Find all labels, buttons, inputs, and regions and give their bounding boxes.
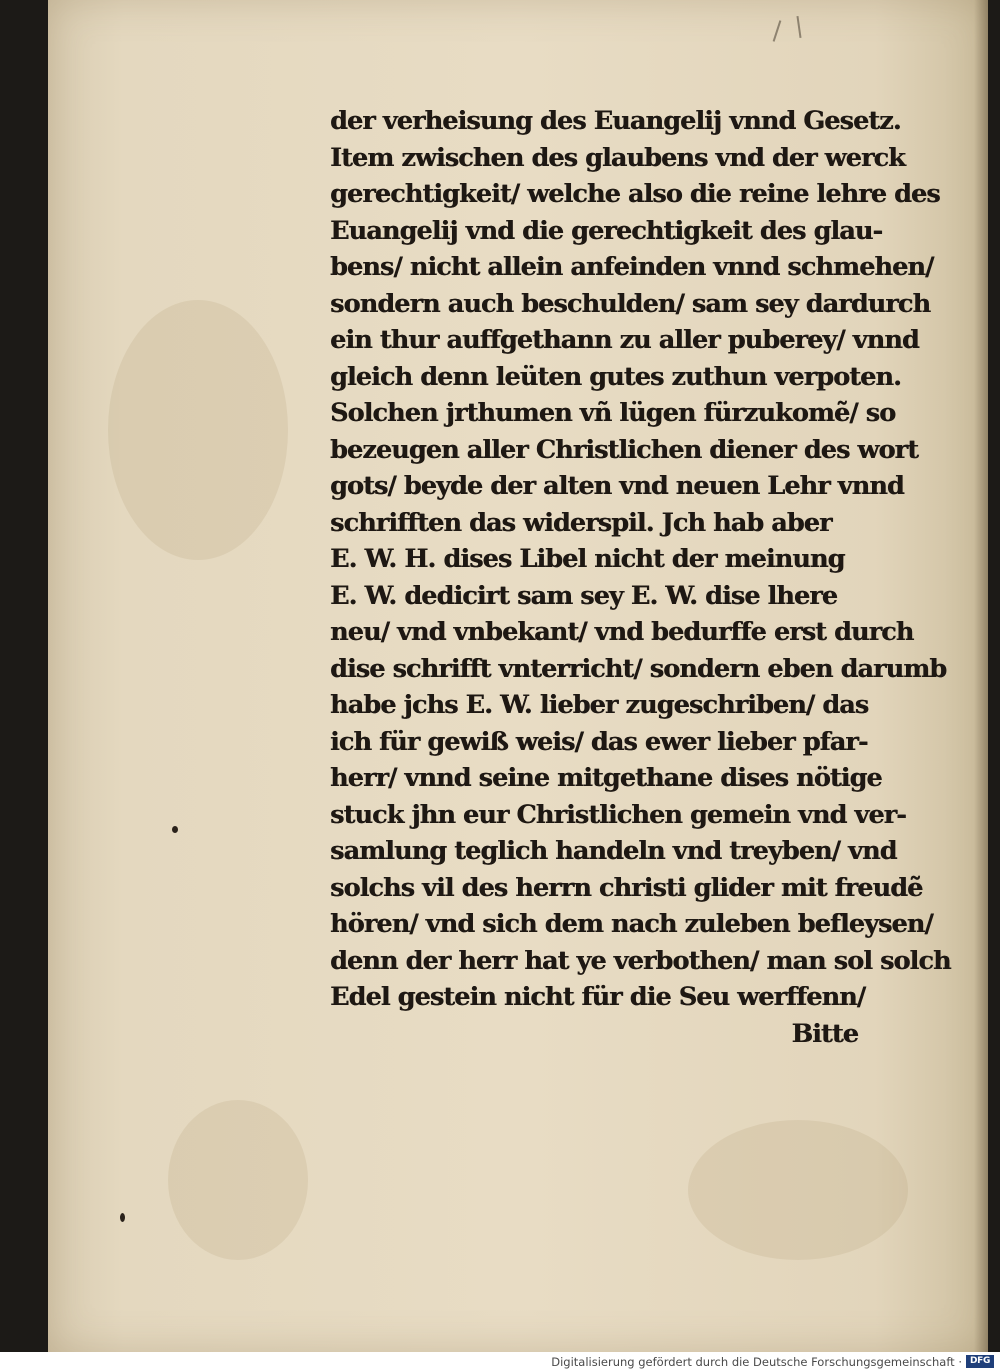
text-line: Item zwischen des glaubens vnd der werck [330, 142, 905, 173]
text-line: bezeugen aller Christlichen diener des wort [330, 434, 918, 465]
text-line: E. W. H. dises Libel nicht der meinung [330, 544, 845, 574]
text-line: schrifften das widerspil. Jch hab aber [330, 507, 832, 538]
ink-marks [768, 14, 828, 54]
text-line: sondern auch beschulden/ sam sey dardurch [330, 288, 931, 319]
text-line: denn der herr hat ye verbothen/ man sol solch [330, 945, 951, 976]
paper-stain [688, 1120, 908, 1260]
text-line: gleich denn leüten gutes zuthun verpoten. [330, 361, 901, 392]
catchword: Bitte [791, 1018, 858, 1049]
text-line: hören/ vnd sich dem nach zuleben befleysen/ [330, 909, 933, 939]
text-line: Edel gestein nicht für die Seu werffenn/ [330, 982, 866, 1012]
dfg-logo-icon: DFG [966, 1355, 994, 1368]
text-column [330, 103, 951, 1052]
text-line: gerechtigkeit/ welche also die reine lehre des [330, 179, 940, 209]
text-line: bens/ nicht allein anfeinden vnnd schmehen/ [330, 252, 934, 282]
text-line: habe jchs E. W. lieber zugeschriben/ das [330, 690, 869, 720]
text-line: gots/ beyde der alten vnd neuen Lehr vnnd [330, 471, 904, 501]
text-line: E. W. dedicirt sam sey E. W. dise lhere [330, 580, 838, 611]
text-line: herr/ vnnd seine mitgethane dises nötige [330, 763, 882, 793]
text-line: Euangelij vnd die gerechtigkeit des glau- [330, 215, 883, 246]
text-line: Solchen jrthumen vñ lügen fürzukomẽ/ so [330, 398, 896, 428]
text-line: ich für gewiß weis/ das ewer lieber pfar- [330, 726, 868, 757]
ink-speck [172, 826, 178, 833]
text-line: ein thur auffgethann zu aller puberey/ vnnd [330, 325, 919, 355]
paper-stain [108, 300, 288, 560]
text-line: der verheisung des Euangelij vnnd Gesetz. [330, 106, 901, 136]
text-line: solchs vil des herrn christi glider mit freudẽ [330, 872, 923, 903]
paper-stain [168, 1100, 308, 1260]
text-line: stuck jhn eur Christlichen gemein vnd ver- [330, 799, 906, 830]
text-line: neu/ vnd vnbekant/ vnd bedurffe erst durch [330, 617, 914, 647]
text-line: samlung teglich handeln vnd treyben/ vnd [330, 836, 897, 866]
footer-bar [0, 1352, 1000, 1372]
page-edge-shadow [974, 0, 988, 1352]
text-line: dise schrifft vnterricht/ sondern eben darumb [330, 653, 947, 684]
funding-credit: Digitalisierung gefördert durch die Deutsche Forschungsgemeinschaft · [551, 1355, 962, 1369]
ink-speck [120, 1213, 125, 1222]
